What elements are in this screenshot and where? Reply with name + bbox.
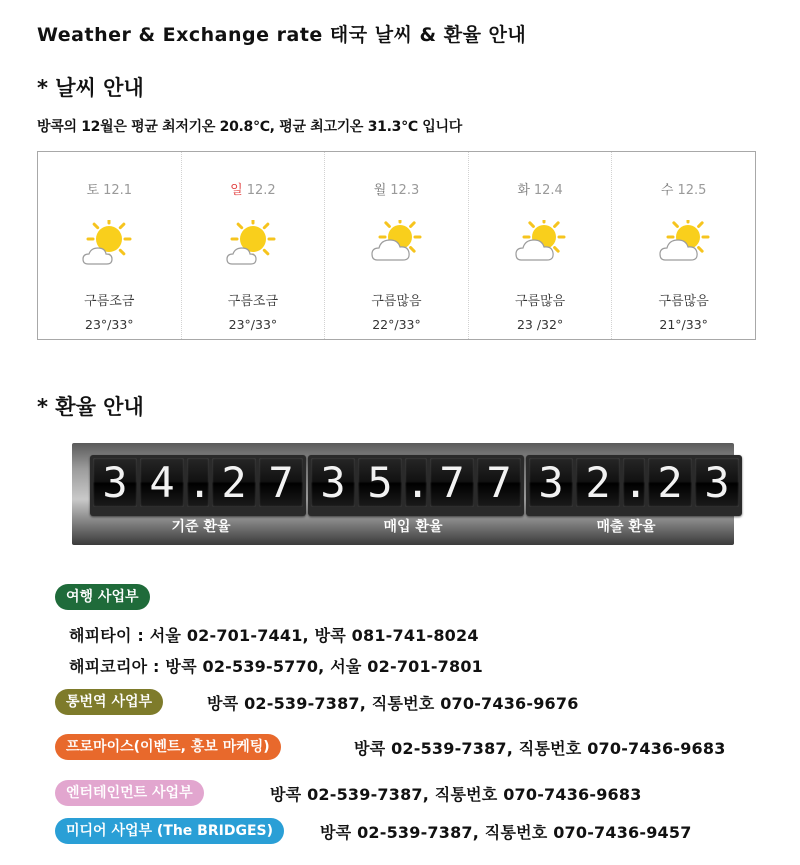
weather-condition: 구름조금 (227, 294, 278, 309)
travel-contact-happykorea: 해피코리아 : 방콕 02-539-5770, 서울 02-701-7801 (69, 657, 483, 676)
weather-summary: 방콕의 12월은 평균 최저기온 20.8℃, 평균 최고기온 31.3℃ 입니다 (37, 119, 462, 135)
exchange-section-title: * 환율 안내 (37, 395, 144, 419)
travel-contact-happythai: 해피타이 : 서울 02-701-7441, 방콕 081-741-8024 (69, 626, 479, 645)
day-header (182, 179, 325, 198)
forecast-day (612, 152, 755, 339)
day-header (469, 179, 612, 198)
media-division-badge: 미디어 사업부 (The BRIDGES) (55, 818, 284, 844)
mostly-cloudy-icon (369, 220, 423, 266)
weather-condition: 구름조금 (84, 294, 135, 309)
sell-rate-counter (526, 455, 742, 516)
day-name: 화 (517, 183, 530, 198)
day-name: 수 (660, 183, 674, 198)
counter-digit: 3 (93, 458, 137, 507)
day-name: 월 (373, 183, 387, 198)
forecast-day (182, 152, 326, 339)
media-contact: 방콕 02-539-7387, 직통번호 070-7436-9457 (320, 823, 692, 842)
entertainment-contact: 방콕 02-539-7387, 직통번호 070-7436-9683 (270, 785, 642, 804)
base-rate-counter (90, 455, 306, 516)
travel-division-badge: 여행 사업부 (55, 584, 150, 610)
counter-digit: 4 (140, 458, 184, 507)
interpretation-contact: 방콕 02-539-7387, 직통번호 070-7436-9676 (207, 694, 579, 713)
temperature-range: 23°/33° (228, 317, 278, 332)
buy-rate-label: 매입 환율 (383, 519, 443, 535)
day-date: 12.5 (677, 183, 707, 198)
forecast-day (469, 152, 613, 339)
day-date: 12.4 (533, 183, 563, 198)
promotion-contact: 방콕 02-539-7387, 직통번호 070-7436-9683 (354, 739, 726, 758)
day-header (325, 179, 468, 198)
weather-condition: 구름많음 (658, 294, 709, 309)
day-date: 12.1 (103, 183, 133, 198)
counter-digit: 3 (529, 458, 573, 507)
sell-rate-label: 매출 환율 (596, 519, 656, 535)
counter-digit: 3 (311, 458, 355, 507)
temperature-range: 23°/33° (85, 317, 134, 332)
exchange-rate-board (72, 443, 734, 545)
promotion-division-badge: 프로마이스(이벤트, 홍보 마케팅) (55, 734, 281, 760)
day-date: 12.2 (246, 183, 276, 198)
counter-digit: 2 (212, 458, 256, 507)
mostly-cloudy-icon (513, 220, 567, 266)
entertainment-division-badge: 엔터테인먼트 사업부 (55, 780, 204, 806)
temperature-range: 23 /32° (516, 317, 564, 332)
weather-forecast-panel (37, 151, 756, 340)
counter-digit: 5 (358, 458, 402, 507)
partly-cloudy-icon (82, 220, 136, 266)
forecast-day (325, 152, 469, 339)
counter-digit: 7 (477, 458, 521, 507)
page-title: Weather & Exchange rate 태국 날씨 & 환율 안내 (37, 24, 527, 46)
decimal-point: . (187, 458, 213, 507)
weather-section-title: * 날씨 안내 (37, 76, 144, 100)
decimal-point: . (405, 458, 431, 507)
base-rate-label: 기준 환율 (171, 519, 231, 535)
counter-digit: 2 (576, 458, 620, 507)
decimal-point: . (623, 458, 649, 507)
counter-digit: 2 (648, 458, 692, 507)
temperature-range: 22°/33° (372, 317, 421, 332)
day-header (612, 179, 755, 198)
day-header (38, 179, 181, 198)
counter-digit: 7 (259, 458, 303, 507)
buy-rate-counter (308, 455, 524, 516)
day-name: 토 (86, 183, 100, 198)
day-date: 12.3 (390, 183, 420, 198)
counter-digit: 3 (695, 458, 739, 507)
interpretation-division-badge: 통번역 사업부 (55, 689, 163, 715)
mostly-cloudy-icon (657, 220, 711, 266)
weather-condition: 구름많음 (371, 294, 422, 309)
partly-cloudy-icon (226, 220, 280, 266)
temperature-range: 21°/33° (659, 317, 708, 332)
counter-digit: 7 (430, 458, 474, 507)
weather-condition: 구름많음 (514, 294, 566, 309)
forecast-day (38, 152, 182, 339)
day-name: 일 (230, 183, 243, 198)
